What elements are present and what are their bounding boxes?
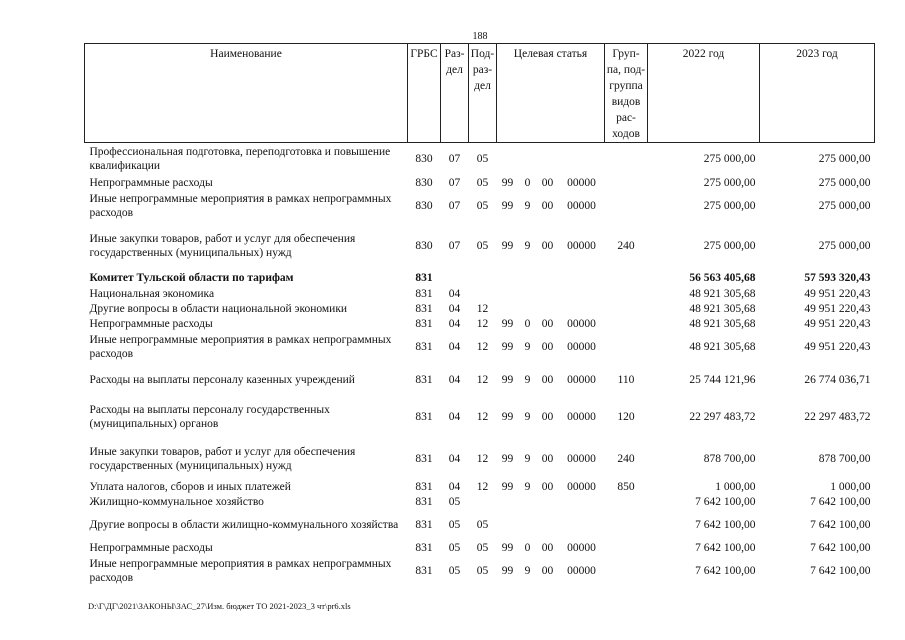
row-name: Другие вопросы в области жилищно-коммунального хозяйства (89, 519, 399, 531)
row-target-subprogram (519, 270, 537, 287)
header-expense-group: Груп- па, под- группа видов рас- ходов (605, 44, 648, 143)
row-amount-2023: 49 951 220,43 (804, 303, 871, 315)
row-amount-2023: 878 700,00 (818, 452, 871, 465)
row-grbs: 830 (415, 200, 433, 212)
row-target-direction: 00 (541, 177, 554, 189)
row-target-code (559, 495, 605, 510)
row-grbs: 831 (415, 272, 433, 284)
table-row (85, 143, 875, 176)
row-grbs: 831 (415, 481, 433, 493)
row-amount-2022: 7 642 100,00 (695, 542, 756, 554)
row-amount-2022: 275 000,00 (703, 153, 756, 166)
row-target-subprogram: 9 (524, 373, 531, 386)
row-target-direction (537, 287, 559, 302)
row-razdel: 05 (448, 565, 461, 577)
row-target-direction: 00 (541, 341, 554, 353)
row-grbs: 830 (415, 239, 433, 252)
row-target-program: 99 (501, 200, 514, 212)
row-amount-2022: 48 921 305,68 (689, 288, 756, 300)
row-name: Иные закупки товаров, работ и услуг для обеспечения государственных (муниципальных) нужд (89, 445, 356, 472)
row-target-program (497, 287, 519, 302)
table-row (85, 510, 875, 541)
row-target-code (559, 510, 605, 541)
row-target-program: 99 (501, 452, 514, 465)
row-amount-2023: 7 642 100,00 (810, 519, 871, 531)
row-podrazdel (469, 270, 497, 287)
table-row (85, 332, 875, 363)
row-target-direction: 00 (541, 452, 554, 465)
row-name: Иные непрограммные мероприятия в рамках непрограммных расходов (89, 334, 392, 360)
row-grbs: 831 (415, 341, 433, 353)
row-name: Профессиональная подготовка, переподготовка и повышение квалификации (89, 146, 391, 173)
row-grbs: 831 (415, 496, 433, 508)
row-amount-2022: 1 000,00 (715, 481, 756, 493)
row-target-code: 00000 (567, 200, 596, 212)
row-amount-2022: 275 000,00 (703, 239, 756, 252)
row-target-code: 00000 (567, 481, 596, 493)
row-razdel: 07 (448, 153, 461, 166)
row-amount-2023: 275 000,00 (818, 153, 871, 166)
row-razdel: 04 (448, 452, 461, 465)
row-name: Комитет Тульской области по тарифам (89, 272, 294, 284)
row-grbs: 831 (415, 565, 433, 577)
row-amount-2022: 878 700,00 (703, 452, 756, 465)
row-podrazdel: 12 (476, 318, 489, 330)
row-podrazdel: 05 (476, 200, 489, 212)
row-podrazdel: 05 (476, 519, 489, 531)
row-target-code (559, 287, 605, 302)
table-header-row (85, 44, 875, 143)
table-row (85, 541, 875, 556)
row-name: Непрограммные расходы (89, 318, 213, 330)
row-name: Жилищно-коммунальное хозяйство (89, 496, 264, 508)
row-podrazdel (469, 495, 497, 510)
row-target-direction: 00 (541, 481, 554, 493)
row-target-subprogram: 0 (524, 318, 531, 330)
row-expense-group (605, 287, 648, 302)
row-target-program: 99 (501, 341, 514, 353)
row-podrazdel: 12 (476, 303, 489, 315)
table-row (85, 176, 875, 191)
table-row (85, 363, 875, 397)
row-target-program: 99 (501, 411, 514, 423)
header-year-2023: 2023 год (760, 44, 875, 143)
row-target-program (497, 270, 519, 287)
row-target-direction: 00 (541, 239, 554, 252)
row-target-subprogram (519, 143, 537, 176)
row-razdel: 04 (448, 411, 461, 423)
row-razdel: 07 (448, 200, 461, 212)
row-razdel: 07 (448, 177, 461, 189)
row-target-program: 99 (501, 565, 514, 577)
row-target-subprogram: 9 (524, 411, 531, 423)
table-row (85, 287, 875, 302)
row-amount-2023: 7 642 100,00 (810, 542, 871, 554)
row-razdel: 05 (448, 519, 461, 531)
row-razdel: 07 (448, 239, 461, 252)
row-expense-group: 240 (617, 239, 635, 252)
header-year-2022: 2022 год (648, 44, 760, 143)
row-razdel: 05 (448, 542, 461, 554)
row-grbs: 831 (415, 288, 433, 300)
row-target-program: 99 (501, 373, 514, 386)
row-amount-2023: 7 642 100,00 (810, 565, 871, 577)
row-target-program (497, 495, 519, 510)
table-row (85, 495, 875, 510)
table-row (85, 317, 875, 332)
table-row (85, 222, 875, 270)
row-razdel: 05 (448, 496, 461, 508)
row-expense-group (605, 510, 648, 541)
row-target-subprogram: 9 (524, 341, 531, 353)
row-target-subprogram: 9 (524, 481, 531, 493)
table-row (85, 556, 875, 587)
row-amount-2023: 49 951 220,43 (804, 318, 871, 330)
row-amount-2023: 275 000,00 (818, 200, 871, 212)
row-podrazdel: 05 (476, 542, 489, 554)
row-grbs: 830 (415, 153, 433, 166)
row-target-code: 00000 (567, 318, 596, 330)
row-target-program (497, 143, 519, 176)
budget-table (84, 43, 875, 587)
row-target-code (559, 270, 605, 287)
row-name: Уплата налогов, сборов и иных платежей (89, 481, 291, 493)
row-target-subprogram (519, 302, 537, 317)
row-name: Непрограммные расходы (89, 177, 213, 189)
row-amount-2022: 7 642 100,00 (695, 519, 756, 531)
row-target-code: 00000 (567, 373, 596, 386)
row-target-subprogram (519, 495, 537, 510)
page-number: 188 (472, 31, 488, 42)
row-grbs: 831 (415, 303, 433, 315)
table-row (85, 480, 875, 495)
row-podrazdel (469, 287, 497, 302)
row-target-program: 99 (501, 481, 514, 493)
row-target-subprogram: 9 (524, 200, 531, 212)
row-expense-group: 120 (617, 411, 635, 423)
header-target-article: Целевая статья (497, 44, 605, 143)
table-row (85, 397, 875, 438)
row-grbs: 830 (415, 177, 433, 189)
row-grbs: 831 (415, 519, 433, 531)
row-razdel: 04 (448, 373, 461, 386)
row-podrazdel: 05 (476, 565, 489, 577)
row-razdel: 04 (448, 288, 461, 300)
row-target-direction: 00 (541, 411, 554, 423)
row-expense-group (605, 541, 648, 556)
row-podrazdel: 12 (476, 373, 489, 386)
header-name: Наименование (85, 44, 408, 143)
table-row (85, 191, 875, 222)
row-amount-2022: 275 000,00 (703, 177, 756, 189)
file-path-footer: D:\Г\ДГ\2021\ЗАКОНЫ\ЗАС_27\Изм. бюджет ТО 2021-2023_3 чт\pr6.xls (88, 601, 351, 611)
row-target-subprogram: 9 (524, 565, 531, 577)
row-target-direction (537, 143, 559, 176)
row-target-direction: 00 (541, 542, 554, 554)
row-expense-group (605, 332, 648, 363)
row-target-subprogram (519, 510, 537, 541)
row-podrazdel: 05 (476, 239, 489, 252)
row-target-program: 99 (501, 177, 514, 189)
row-podrazdel: 12 (476, 452, 489, 465)
row-expense-group (605, 270, 648, 287)
row-razdel: 04 (448, 318, 461, 330)
row-expense-group (605, 495, 648, 510)
row-amount-2022: 7 642 100,00 (695, 565, 756, 577)
row-expense-group: 850 (617, 481, 635, 493)
row-amount-2022: 275 000,00 (703, 200, 756, 212)
row-target-direction (537, 270, 559, 287)
row-grbs: 831 (415, 411, 433, 423)
row-target-subprogram: 0 (524, 542, 531, 554)
row-target-direction (537, 302, 559, 317)
table-row (85, 438, 875, 480)
row-grbs: 831 (415, 452, 433, 465)
row-target-code: 00000 (567, 239, 596, 252)
row-target-direction: 00 (541, 373, 554, 386)
row-amount-2023: 1 000,00 (830, 481, 871, 493)
row-podrazdel: 05 (476, 177, 489, 189)
row-target-code (559, 302, 605, 317)
row-amount-2023: 26 774 036,71 (804, 373, 871, 386)
row-expense-group (605, 143, 648, 176)
row-amount-2023: 22 297 483,72 (804, 411, 871, 423)
row-expense-group (605, 176, 648, 191)
table-body (85, 143, 875, 587)
header-razdel: Раз- дел (441, 44, 469, 143)
header-grbs: ГРБС (408, 44, 441, 143)
row-name: Национальная экономика (89, 288, 215, 300)
row-expense-group (605, 556, 648, 587)
row-target-subprogram (519, 287, 537, 302)
row-amount-2023: 275 000,00 (818, 239, 871, 252)
row-target-direction: 00 (541, 318, 554, 330)
row-target-subprogram: 0 (524, 177, 531, 189)
row-target-program (497, 510, 519, 541)
row-amount-2022: 7 642 100,00 (695, 496, 756, 508)
row-target-direction: 00 (541, 565, 554, 577)
row-name: Иные непрограммные мероприятия в рамках непрограммных расходов (89, 558, 392, 584)
row-podrazdel: 12 (476, 481, 489, 493)
row-name: Другие вопросы в области национальной экономики (89, 303, 348, 315)
table-row (85, 302, 875, 317)
row-razdel (441, 270, 469, 287)
row-expense-group: 110 (617, 373, 635, 386)
row-expense-group (605, 317, 648, 332)
row-target-code: 00000 (567, 542, 596, 554)
row-razdel: 04 (448, 341, 461, 353)
row-expense-group (605, 302, 648, 317)
header-podrazdel: Под- раз- дел (469, 44, 497, 143)
row-amount-2023: 7 642 100,00 (810, 496, 871, 508)
row-name: Расходы на выплаты персоналу казенных учреждений (89, 373, 355, 386)
row-target-program: 99 (501, 318, 514, 330)
row-target-code: 00000 (567, 452, 596, 465)
row-expense-group: 240 (617, 452, 635, 465)
row-target-program: 99 (501, 239, 514, 252)
row-grbs: 831 (415, 373, 433, 386)
row-target-direction (537, 495, 559, 510)
row-amount-2022: 56 563 405,68 (689, 272, 756, 284)
row-podrazdel: 12 (476, 341, 489, 353)
row-grbs: 831 (415, 318, 433, 330)
row-amount-2023: 49 951 220,43 (804, 341, 871, 353)
row-grbs: 831 (415, 542, 433, 554)
row-target-program: 99 (501, 542, 514, 554)
row-razdel: 04 (448, 303, 461, 315)
row-name: Непрограммные расходы (89, 542, 213, 554)
row-target-subprogram: 9 (524, 239, 531, 252)
row-amount-2023: 275 000,00 (818, 177, 871, 189)
row-amount-2023: 57 593 320,43 (804, 272, 871, 284)
row-expense-group (605, 191, 648, 222)
row-razdel: 04 (448, 481, 461, 493)
row-target-subprogram: 9 (524, 452, 531, 465)
row-target-code: 00000 (567, 177, 596, 189)
row-target-code (559, 143, 605, 176)
row-target-code: 00000 (567, 565, 596, 577)
row-podrazdel: 05 (476, 153, 489, 166)
table-row (85, 270, 875, 287)
row-target-program (497, 302, 519, 317)
row-target-direction: 00 (541, 200, 554, 212)
row-target-direction (537, 510, 559, 541)
row-amount-2022: 48 921 305,68 (689, 318, 756, 330)
row-target-code: 00000 (567, 411, 596, 423)
row-amount-2023: 49 951 220,43 (804, 288, 871, 300)
row-podrazdel: 12 (476, 411, 489, 423)
row-amount-2022: 48 921 305,68 (689, 341, 756, 353)
row-amount-2022: 48 921 305,68 (689, 303, 756, 315)
row-amount-2022: 25 744 121,96 (689, 373, 756, 386)
row-name: Иные непрограммные мероприятия в рамках непрограммных расходов (89, 193, 392, 219)
row-name: Иные закупки товаров, работ и услуг для обеспечения государственных (муниципальных) нужд (89, 232, 356, 259)
row-target-code: 00000 (567, 341, 596, 353)
row-amount-2022: 22 297 483,72 (689, 411, 756, 423)
row-name: Расходы на выплаты персоналу государственных (муниципальных) органов (89, 404, 330, 430)
